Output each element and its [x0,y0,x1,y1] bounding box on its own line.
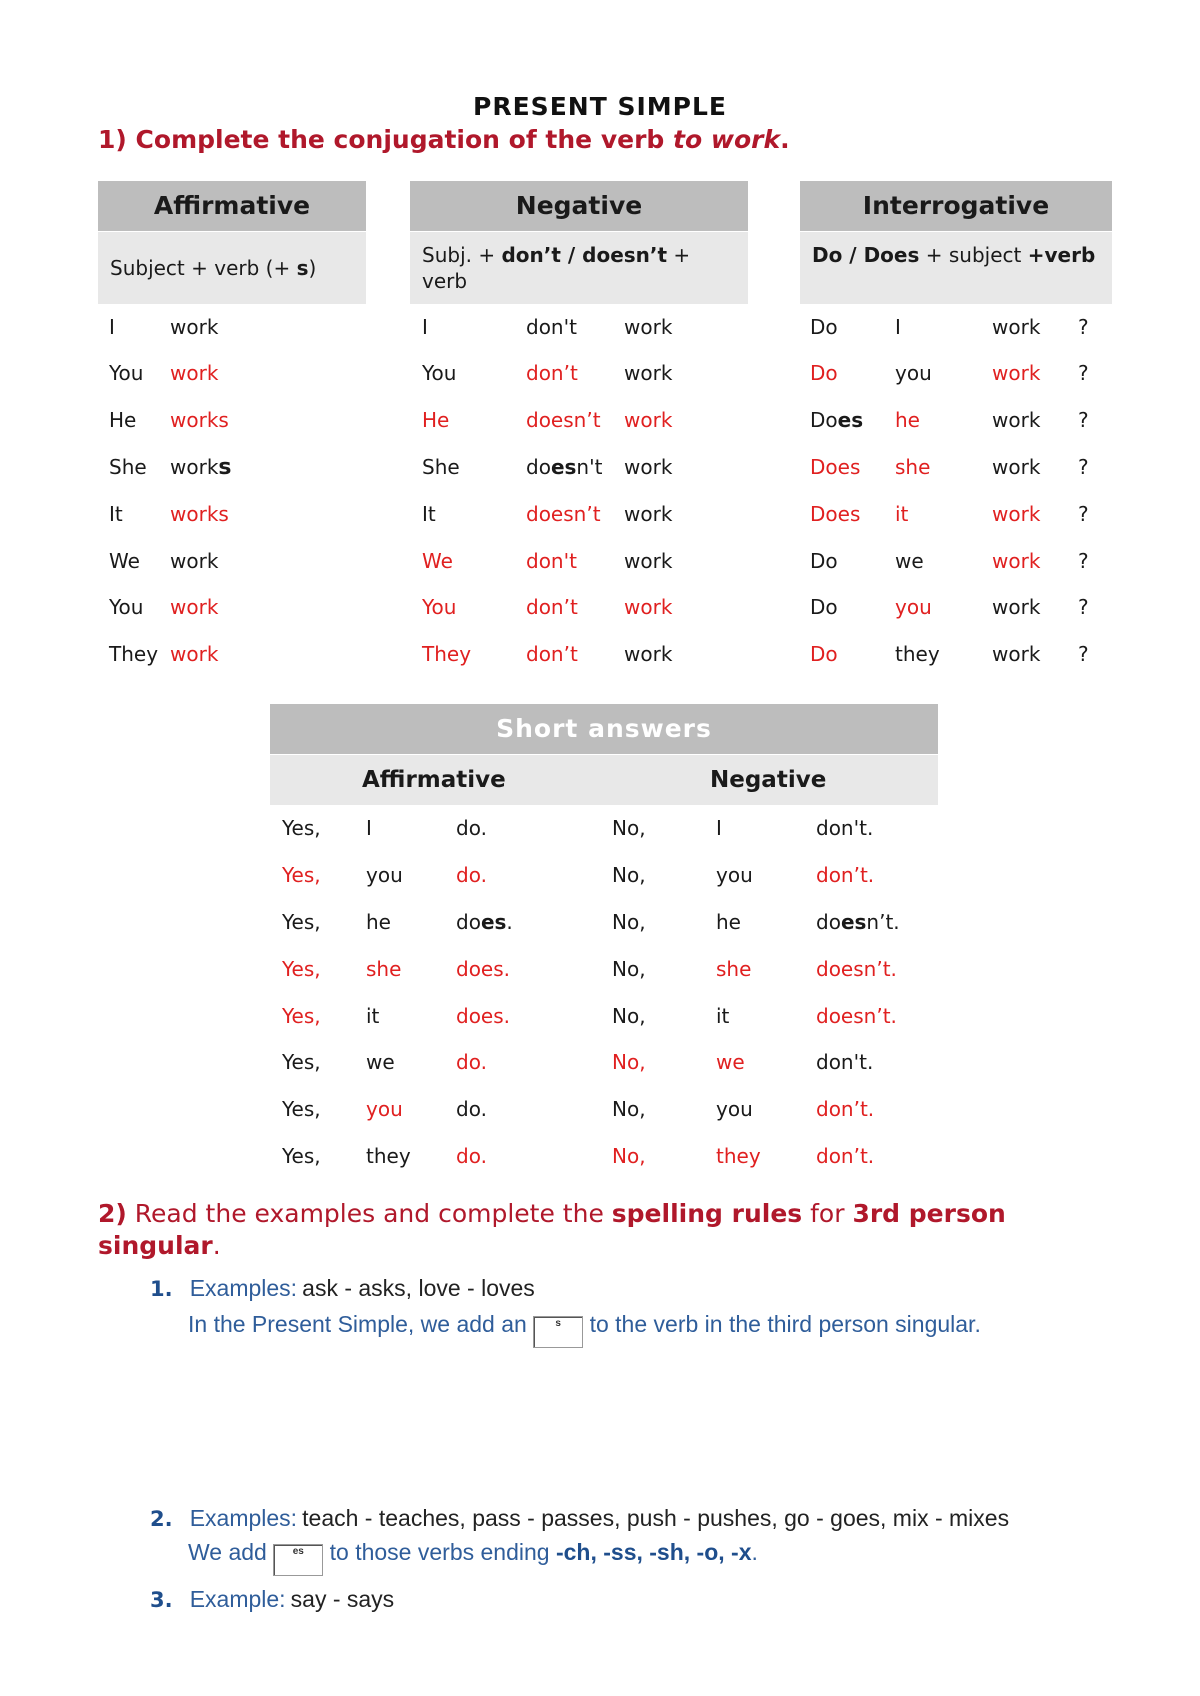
section-2-number: 2) [98,1199,127,1228]
short-answers-negative-label: Negative [710,767,827,793]
int-qmark: ? [1078,361,1089,385]
section-2-bold: spelling rules [611,1199,803,1228]
short-answers-header: Short answers [270,704,938,754]
formula-part: + subject [919,243,1028,267]
sa-yes: Yes, [282,1144,321,1168]
aff-verb: work [170,361,219,385]
aff-subject: They [109,642,159,666]
int-qmark: ? [1078,408,1089,432]
neg-aux: don’t [526,361,578,385]
sa-neg-aux: doesn’t. [816,957,897,981]
table-row [0,454,1200,480]
formula-part: Subj. + [422,243,502,267]
aff-verb: work [170,549,219,573]
rule-endings: -ch, -ss, -sh, -o, -x [555,1539,752,1565]
rule-number: 1. [150,1277,173,1301]
aff-verb [170,454,232,481]
neg-subject: You [422,595,457,619]
short-answer-row [0,1143,1200,1169]
neg-subject: They [422,642,472,666]
aff-verb: work [170,315,219,339]
int-aux: Do [810,361,838,385]
int-subject: it [895,502,909,526]
aux-stem: do [526,455,551,479]
sa-yes: Yes, [282,816,321,840]
rule-sentence-end: to the verb in the third person singular. [589,1311,981,1337]
sa-neg-subject: we [716,1050,745,1074]
int-aux: Do [810,642,838,666]
table-row [0,501,1200,527]
section-2-heading [98,1198,1098,1262]
sa-aff-aux: do. [456,1097,487,1121]
rule-sentence-start: We add [188,1539,267,1565]
aff-subject: You [109,595,144,619]
formula-part: Subject + verb (+ [110,256,297,280]
aux-suffix: es [840,910,867,934]
int-qmark: ? [1078,455,1089,479]
aff-verb: work [170,595,219,619]
neg-verb: work [624,595,673,619]
sa-yes: Yes, [282,957,321,981]
neg-verb: work [624,549,673,573]
sa-yes: Yes, [282,910,321,934]
int-aux [810,407,863,433]
short-answer-row [0,1096,1200,1122]
aff-subject: It [109,502,123,526]
rule-number: 3. [150,1588,173,1612]
neg-aux: don't [526,549,577,573]
table-row [0,548,1200,574]
short-answer-row [0,1003,1200,1029]
int-verb: work [992,595,1041,619]
aff-subject: I [109,315,115,339]
rule-number: 2. [150,1507,173,1531]
sa-neg-aux: don’t. [816,863,875,887]
neg-verb: work [624,642,673,666]
formula-part: + verb [422,243,691,293]
sa-aff-aux: does. [456,1004,511,1028]
neg-subject: He [422,408,450,432]
int-verb: work [992,549,1041,573]
section-2-text: Read the examples and complete the [134,1199,604,1228]
int-verb: work [992,642,1041,666]
neg-aux [526,454,602,480]
rule-label: Example: [189,1586,286,1612]
table-row [0,360,1200,386]
short-answer-row [0,1049,1200,1075]
table-row [0,407,1200,433]
sa-no: No, [612,1144,646,1168]
rule-sentence-end: . [751,1539,758,1565]
int-aux: Do [810,315,838,339]
answer-input-box[interactable]: es [273,1544,323,1576]
sa-no: No, [612,957,646,981]
neg-aux: don’t [526,595,578,619]
short-answers-subheader [270,755,938,805]
affirmative-header: Affirmative [98,181,366,231]
aux-suffix: es [837,408,864,432]
aux-ending: n't [576,455,603,479]
section-1-verb: to work [673,125,781,154]
sa-aff-subject: I [366,816,372,840]
sa-no: No, [612,1004,646,1028]
section-1-heading [98,124,790,156]
section-1-number: 1) [98,125,127,154]
sa-neg-subject: you [716,863,753,887]
sa-aff-subject: she [366,957,402,981]
aux-suffix: es [480,910,507,934]
neg-subject: You [422,361,457,385]
aff-verb: works [170,408,229,432]
int-verb: work [992,408,1041,432]
sa-neg-subject: she [716,957,752,981]
rule-sentence-mid: to those verbs ending [329,1539,550,1565]
rule-examples: teach - teaches, pass - passes, push - pushes, go - goes, mix - mixes [302,1505,1010,1531]
int-subject: we [895,549,924,573]
rule-1-sentence [188,1300,981,1348]
sa-neg-aux: don't. [816,1050,874,1074]
neg-subject: I [422,315,428,339]
table-row [0,641,1200,667]
int-qmark: ? [1078,549,1089,573]
aff-subject: She [109,455,147,479]
neg-verb: work [624,408,673,432]
int-subject: you [895,595,932,619]
sa-neg-subject: it [716,1004,730,1028]
sa-aff-aux: do. [456,1144,487,1168]
formula-bold: +verb [1027,243,1096,267]
sa-yes: Yes, [282,1097,321,1121]
int-verb: work [992,361,1041,385]
interrogative-header: Interrogative [800,181,1112,231]
neg-verb: work [624,455,673,479]
aff-verb: work [170,642,219,666]
sa-yes: Yes, [282,1004,321,1028]
negative-header: Negative [410,181,748,231]
sa-neg-aux: don’t. [816,1097,875,1121]
sa-aff-aux [456,909,513,935]
sa-aff-subject: he [366,910,391,934]
short-answer-row [0,909,1200,935]
sa-no: No, [612,910,646,934]
aux-ending: . [506,910,513,934]
section-2-bold: 3rd person singular [98,1199,1006,1260]
neg-verb: work [624,315,673,339]
sa-aff-aux: does. [456,957,511,981]
neg-aux: don’t [526,642,578,666]
neg-verb: work [624,502,673,526]
sa-neg-aux [816,909,900,935]
int-aux: Does [810,455,861,479]
neg-subject: We [422,549,453,573]
int-qmark: ? [1078,595,1089,619]
int-subject: she [895,455,931,479]
aux-ending: n’t. [866,910,900,934]
affirmative-formula [98,232,366,304]
short-answers-affirmative-label: Affirmative [362,767,506,793]
rule-examples: ask - asks, love - loves [302,1275,535,1301]
neg-aux: doesn’t [526,502,601,526]
aff-subject: We [109,549,140,573]
section-2-text: for [810,1199,845,1228]
short-answer-row [0,862,1200,888]
int-qmark: ? [1078,502,1089,526]
answer-input-box[interactable]: s [533,1316,583,1348]
sa-aff-subject: you [366,863,403,887]
short-answer-row [0,815,1200,841]
neg-verb: work [624,361,673,385]
sa-neg-subject: they [716,1144,761,1168]
sa-no: No, [612,1097,646,1121]
aux-suffix: es [550,455,577,479]
sa-neg-subject: you [716,1097,753,1121]
formula-bold: don’t / doesn’t [501,243,668,267]
verb-stem: work [170,455,219,479]
sa-aff-subject: it [366,1004,380,1028]
int-qmark: ? [1078,642,1089,666]
sa-neg-subject: he [716,910,741,934]
sa-yes: Yes, [282,863,321,887]
rule-2-sentence [188,1528,758,1576]
sa-aff-subject: we [366,1050,395,1074]
aux-stem: do [456,910,481,934]
sa-aff-subject: you [366,1097,403,1121]
rule-examples: say - says [290,1586,395,1612]
aux-stem: Do [810,408,838,432]
int-aux: Do [810,595,838,619]
aff-subject: He [109,408,137,432]
sa-neg-aux: don't. [816,816,874,840]
short-answer-row [0,956,1200,982]
sa-no: No, [612,1050,646,1074]
section-2-end: . [212,1231,221,1260]
interrogative-formula [800,232,1112,304]
negative-formula [410,232,748,304]
sa-aff-subject: they [366,1144,411,1168]
sa-yes: Yes, [282,1050,321,1074]
sa-aff-aux: do. [456,816,487,840]
aux-stem: do [816,910,841,934]
table-row [0,314,1200,340]
sa-neg-subject: I [716,816,722,840]
neg-subject: It [422,502,436,526]
neg-aux: don't [526,315,577,339]
formula-bold: s [296,256,309,280]
sa-aff-aux: do. [456,1050,487,1074]
int-subject: I [895,315,901,339]
sa-neg-aux: doesn’t. [816,1004,897,1028]
table-row [0,594,1200,620]
rule-3-examples [150,1584,394,1617]
int-aux: Do [810,549,838,573]
verb-suffix: s [218,455,232,480]
sa-aff-aux: do. [456,863,487,887]
int-qmark: ? [1078,315,1089,339]
aff-subject: You [109,361,144,385]
sa-neg-aux: don’t. [816,1144,875,1168]
neg-subject: She [422,455,460,479]
formula-bold: Do / Does [812,243,920,267]
int-verb: work [992,315,1041,339]
rule-label: Examples: [189,1505,298,1531]
neg-aux: doesn’t [526,408,601,432]
sa-no: No, [612,863,646,887]
rule-sentence-start: In the Present Simple, we add an [188,1311,527,1337]
int-aux: Does [810,502,861,526]
page-title: PRESENT SIMPLE [473,92,727,121]
sa-no: No, [612,816,646,840]
aff-verb: works [170,502,229,526]
section-1-end: . [780,125,790,154]
int-subject: he [895,408,920,432]
int-subject: they [895,642,940,666]
int-subject: you [895,361,932,385]
rule-label: Examples: [189,1275,298,1301]
int-verb: work [992,502,1041,526]
int-verb: work [992,455,1041,479]
section-1-text: Complete the conjugation of the verb [135,125,665,154]
formula-part: ) [308,256,317,280]
